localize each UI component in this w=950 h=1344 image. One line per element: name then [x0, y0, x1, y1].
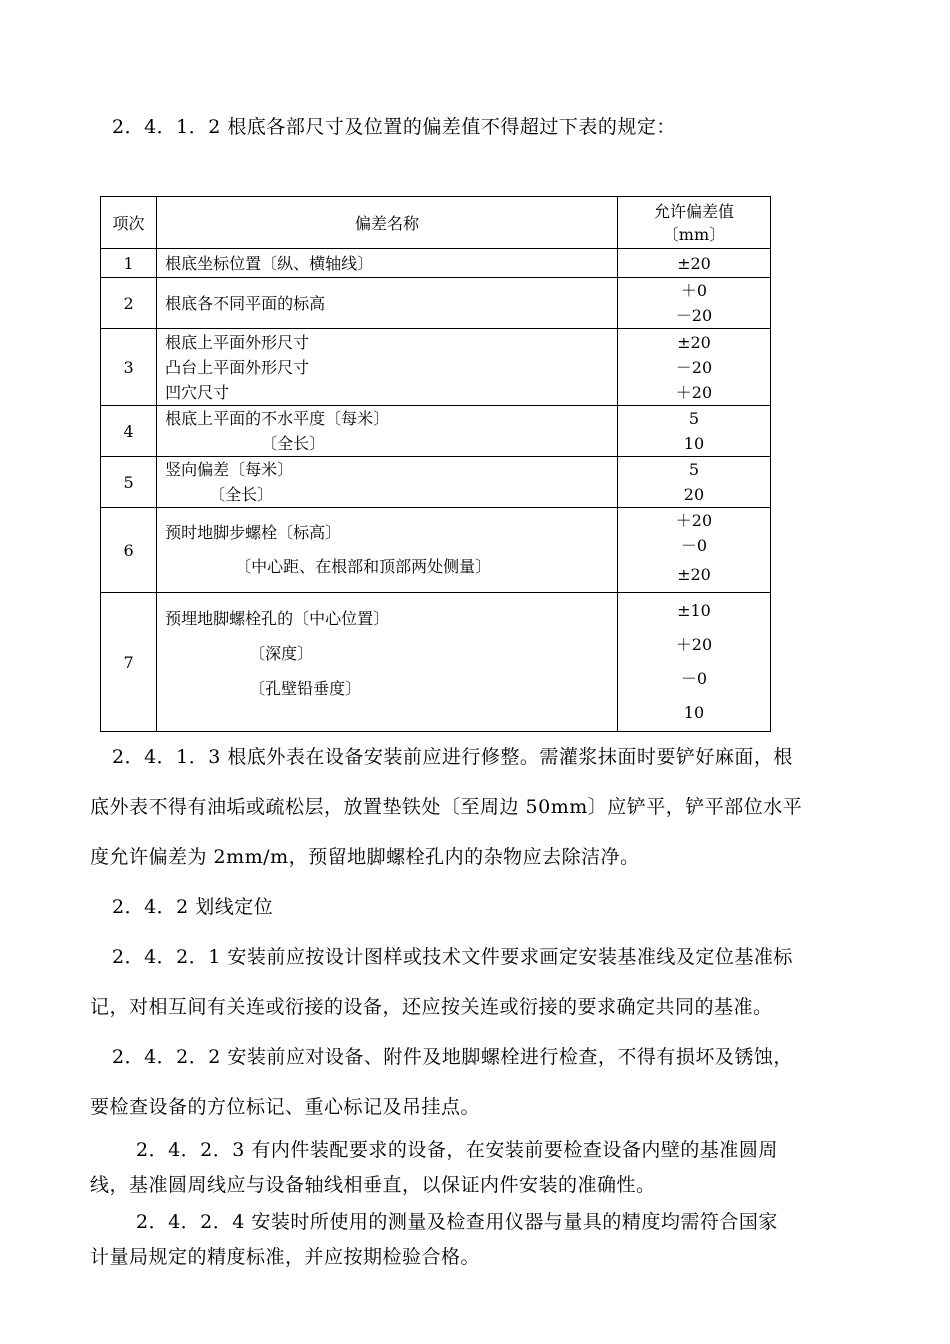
row-number: 7 — [101, 593, 157, 732]
deviation-name-line: 根底上平面的不水平度〔每米〕 — [165, 409, 390, 428]
header-deviation-name: 偏差名称 — [157, 197, 618, 249]
row-deviation-value — [617, 278, 770, 329]
deviation-name-line: 预埋地脚螺栓孔的〔中心位置〕 — [165, 609, 390, 628]
row-number: 6 — [101, 508, 157, 593]
row-deviation-name — [157, 593, 618, 732]
header-item-number: 项次 — [101, 197, 157, 249]
deviation-value-line: ±20 — [677, 565, 711, 584]
para-2421-line1: 2．4．2．1 安装前应按设计图样或技术文件要求画定安装基准线及定位基准标 — [112, 946, 793, 968]
deviation-name-line: 根底坐标位置〔纵、横轴线〕 — [165, 253, 374, 273]
deviation-value-line: ＋20 — [675, 382, 713, 402]
table-header-row — [101, 197, 771, 249]
table-row — [101, 249, 771, 278]
deviation-value-line: 5 — [688, 460, 700, 479]
para-2421-line2: 记，对相互间有关连或衍接的设备，还应按关连或衍接的要求确定共同的基准。 — [90, 996, 773, 1018]
table-row — [101, 593, 771, 732]
row-deviation-value — [617, 329, 770, 406]
row-deviation-value — [617, 457, 770, 508]
para-2413-line2: 底外表不得有油垢或疏松层，放置垫铁处〔至周边 50mm〕应铲平，铲平部位水平 — [90, 796, 803, 818]
para-2423-line2: 线，基准圆周线应与设备轴线相垂直，以保证内件安装的准确性。 — [90, 1174, 656, 1196]
deviation-name-line: 预时地脚步螺栓〔标高〕 — [165, 523, 342, 542]
deviation-name-line: 〔深度〕 — [249, 644, 314, 663]
row-number: 4 — [101, 406, 157, 457]
row-deviation-value — [617, 508, 770, 593]
para-2422-line2: 要检查设备的方位标记、重心标记及吊挂点。 — [90, 1096, 481, 1118]
header-allowed-deviation-unit: 〔mm〕 — [662, 224, 726, 244]
deviation-value-line: 5 — [688, 409, 700, 428]
deviation-value-line: ±20 — [677, 332, 711, 352]
deviation-name-line: 〔全长〕 — [261, 434, 326, 453]
deviation-value-line: 20 — [683, 485, 705, 504]
row-deviation-value — [617, 406, 770, 457]
deviation-value-line: 10 — [683, 703, 705, 722]
row-deviation-name — [157, 249, 618, 278]
deviation-value-line: ＋0 — [680, 281, 708, 300]
para-2422-line1: 2．4．2．2 安装前应对设备、附件及地脚螺栓进行检查，不得有损坏及锈蚀， — [112, 1046, 793, 1068]
row-number: 2 — [101, 278, 157, 329]
para-2413-line3: 度允许偏差为 2mm/m，预留地脚螺栓孔内的杂物应去除洁净。 — [90, 846, 640, 868]
deviation-value-line: 10 — [683, 434, 705, 453]
deviation-value-line: －0 — [680, 669, 708, 688]
deviation-value-line: ±10 — [677, 601, 711, 620]
deviation-table — [100, 196, 771, 732]
section-heading-242: 2．4．2 划线定位 — [112, 896, 274, 918]
deviation-value-line: ＋20 — [675, 511, 713, 530]
deviation-name-line: 根底上平面外形尺寸 — [165, 332, 310, 352]
table-row — [101, 329, 771, 406]
deviation-value-line: ±20 — [677, 253, 711, 273]
row-number: 1 — [101, 249, 157, 278]
deviation-value-line: ＋20 — [675, 635, 713, 654]
deviation-name-line: 〔中心距、在根部和顶部两处侧量〕 — [235, 557, 492, 576]
table-row — [101, 457, 771, 508]
deviation-value-line: －20 — [675, 357, 713, 377]
header-allowed-deviation-title: 允许偏差值 — [653, 201, 734, 221]
row-deviation-name — [157, 508, 618, 593]
row-deviation-value — [617, 249, 770, 278]
header-allowed-deviation — [617, 197, 770, 249]
row-deviation-value — [617, 593, 770, 732]
deviation-name-line: 凹穴尺寸 — [165, 382, 230, 402]
deviation-name-line: 凸台上平面外形尺寸 — [165, 357, 310, 377]
row-deviation-name — [157, 457, 618, 508]
table-row — [101, 278, 771, 329]
para-2424-line1: 2．4．2．4 安装时所使用的测量及检查用仪器与量具的精度均需符合国家 — [136, 1211, 778, 1233]
deviation-name-line: 〔孔壁铅垂度〕 — [249, 679, 362, 698]
deviation-value-line: －0 — [680, 536, 708, 555]
section-heading-2412: 2．4．1．2 根底各部尺寸及位置的偏差值不得超过下表的规定： — [112, 116, 676, 138]
para-2423-line1: 2．4．2．3 有内件装配要求的设备，在安装前要检查设备内壁的基准圆周 — [136, 1139, 778, 1161]
deviation-name-line: 根底各不同平面的标高 — [165, 293, 326, 313]
deviation-value-line: －20 — [675, 306, 713, 325]
row-deviation-name — [157, 329, 618, 406]
row-number: 3 — [101, 329, 157, 406]
deviation-name-line: 竖向偏差〔每米〕 — [165, 460, 294, 479]
row-deviation-name — [157, 406, 618, 457]
row-number: 5 — [101, 457, 157, 508]
para-2413-line1: 2．4．1．3 根底外表在设备安装前应进行修整。需灌浆抹面时要铲好麻面，根 — [112, 746, 793, 768]
row-deviation-name — [157, 278, 618, 329]
table-row — [101, 406, 771, 457]
para-2424-line2: 计量局规定的精度标准，并应按期检验合格。 — [90, 1246, 481, 1268]
deviation-name-line: 〔全长〕 — [209, 485, 274, 504]
table-row — [101, 508, 771, 593]
